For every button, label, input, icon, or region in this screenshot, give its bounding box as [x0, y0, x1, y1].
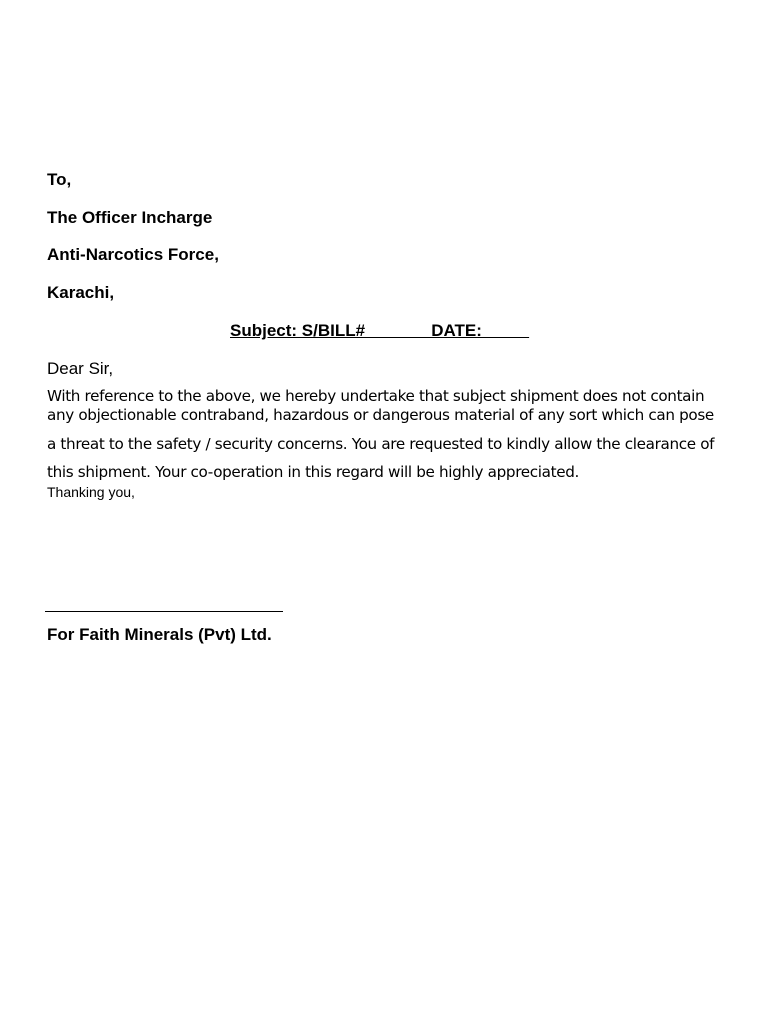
- address-officer: The Officer Incharge: [47, 208, 213, 227]
- body-line-1: With reference to the above, we hereby undertake that subject shipment does not contain: [47, 387, 705, 405]
- body-line-3: a threat to the safety / security concerns. You are requested to kindly allow the clearance of: [47, 435, 715, 453]
- closing: Thanking you,: [47, 484, 135, 500]
- signatory-company: For Faith Minerals (Pvt) Ltd.: [47, 625, 272, 644]
- body-line-4: this shipment. Your co-operation in this regard will be highly appreciated.: [47, 463, 579, 481]
- salutation: Dear Sir,: [47, 359, 114, 378]
- signature-line: [45, 611, 283, 612]
- body-line-2: any objectionable contraband, hazardous or dangerous material of any sort which can pose: [47, 406, 714, 424]
- subject-line: Subject: S/BILL# DATE:: [230, 321, 530, 340]
- address-organization: Anti-Narcotics Force,: [47, 245, 219, 264]
- address-to: To,: [47, 170, 72, 189]
- address-city: Karachi,: [47, 283, 115, 302]
